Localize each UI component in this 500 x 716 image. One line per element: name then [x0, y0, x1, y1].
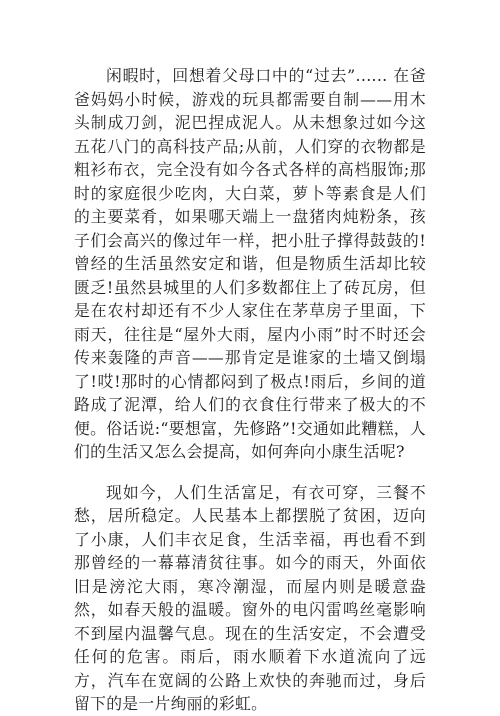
paragraph-present-life: 现如今，人们生活富足，有衣可穿，三餐不愁，居所稳定。人民基本上都摆脱了贫困，迈向了小康，人们丰衣足食，生活幸福，再也看不到那曾经的一幕幕清贫往事。如今的雨天，外面依旧是滂沱大雨，寒冷潮湿，而屋内则是暖意盎然，如春天般的温暖。窗外的电闪雷鸣丝毫影响不到屋内温馨气息。现在的生活安定，不会遭受任何的危害。雨后，雨水顺着下水道流向了远方，汽车在宽阔的公路上欢快的奔驰而过，身后留下的是一片绚丽的彩虹。	[74, 482, 426, 713]
paragraph-past-life: 闲暇时，回想着父母口中的“过去”...... 在爸爸妈妈小时候，游戏的玩具都需要自制——用木头制成刀剑，泥巴捏成泥人。从未想象过如今这五花八门的高科技产品;从前，人们穿的衣物都是粗衫布衣，完全没有如今各式各样的高档服饰;那时的家庭很少吃肉，大白菜，萝卜等素食是人们的主要菜肴，如果哪天端上一盘猪肉炖粉条，孩子们会高兴的像过年一样，把小肚子撑得鼓鼓的!曾经的生活虽然安定和谐，但是物质生活却比较匮乏!虽然县城里的人们多数都住上了砖瓦房，但是在农村却还有不少人家住在茅草房子里面，下雨天，往往是“屋外大雨，屋内小雨”时不时还会传来轰隆的声音——那肯定是谁家的土墙又倒塌了!哎!那时的心情都闷到了极点!雨后，乡间的道路成了泥潭，给人们的衣食住行带来了极大的不便。俗话说:“要想富，先修路”!交通如此糟糕，人们的生活又怎么会提高，如何奔向小康生活呢?	[74, 66, 426, 461]
document-body	[74, 64, 426, 716]
